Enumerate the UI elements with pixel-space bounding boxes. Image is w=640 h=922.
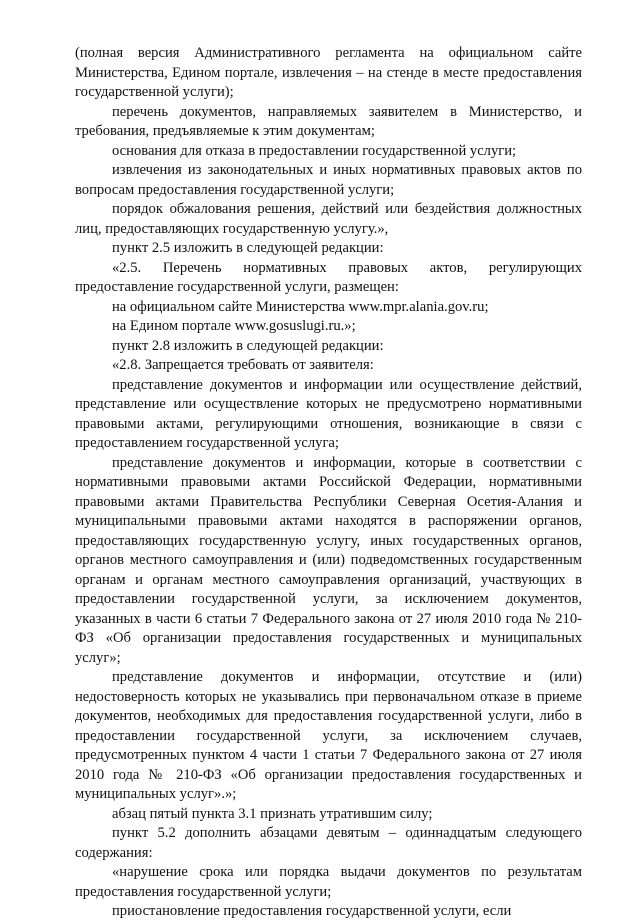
paragraph: порядок обжалования решения, действий или бездействия должностных лиц, предоставляющих государственную услугу.», bbox=[75, 201, 582, 237]
paragraph: представление документов и информации или осуществление действий, представление или осуществление которых не предусмотрено нормативными правовыми актами, регулирующими отношения, возникающие в связи с предоставлением государственной услуга; bbox=[75, 376, 582, 451]
document-body bbox=[75, 44, 582, 922]
paragraph: основания для отказа в предоставлении государственной услуги; bbox=[112, 142, 517, 159]
paragraph: представление документов и информации, которые в соответствии с нормативными правовыми актами Российской Федерации, нормативными правовыми актами Правительства Республики Северная Осетия-Алания и муниципальными правовыми актами находятся в распоряжении органов, предоставляющих государственную услугу, иных государственных органов, органов местного самоуправления и (или) подведомственных государственным органам и органам местного самоуправления организаций, участвующих в предоставлении государственной услуги, за исключением документов, указанных в части 6 статьи 7 Федерального закона от 27 июля 2010 года № 210-ФЗ «Об организации предоставления государственных и муниципальных услуг»; bbox=[75, 454, 582, 666]
paragraph: «нарушение срока или порядка выдачи документов по результатам предоставления государственной услуги; bbox=[75, 864, 582, 900]
paragraph: на официальном сайте Министерства www.mpr.alania.gov.ru; bbox=[112, 298, 489, 315]
paragraph: «2.5. Перечень нормативных правовых актов, регулирующих предоставление государственной услуги, размещен: bbox=[75, 259, 582, 295]
paragraph: представление документов и информации, отсутствие и (или) недостоверность которых не указывались при первоначальном отказе в приеме документов, необходимых для предоставления государственной услуги, либо в предоставлении государственной услуги, за исключением случаев, предусмотренных пунктом 4 части 1 статьи 7 Федерального закона от 27 июля 2010 года № 210-ФЗ «Об организации предоставления государственных и муниципальных услуг».»; bbox=[75, 669, 582, 802]
paragraph: на Едином портале www.gosuslugi.ru.»; bbox=[112, 318, 356, 334]
paragraph: приостановление предоставления государственной услуги, если bbox=[112, 903, 512, 919]
paragraph: «2.8. Запрещается требовать от заявителя: bbox=[112, 357, 374, 373]
paragraph: пункт 5.2 дополнить абзацами девятым – одиннадцатым следующего содержания: bbox=[75, 825, 582, 861]
paragraph: пункт 2.8 изложить в следующей редакции: bbox=[112, 337, 384, 354]
paragraph: пункт 2.5 изложить в следующей редакции: bbox=[112, 240, 384, 256]
paragraph: (полная версия Административного регламента на официальном сайте Министерства, Едином портале, извлечения – на стенде в месте предоставления государственной услуги); bbox=[75, 45, 582, 100]
paragraph: абзац пятый пункта 3.1 признать утратившим силу; bbox=[112, 805, 433, 822]
paragraph: извлечения из законодательных и иных нормативных правовых актов по вопросам предоставления государственной услуги; bbox=[75, 162, 582, 198]
paragraph: перечень документов, направляемых заявителем в Министерство, и требования, предъявляемые к этим документам; bbox=[75, 103, 582, 139]
